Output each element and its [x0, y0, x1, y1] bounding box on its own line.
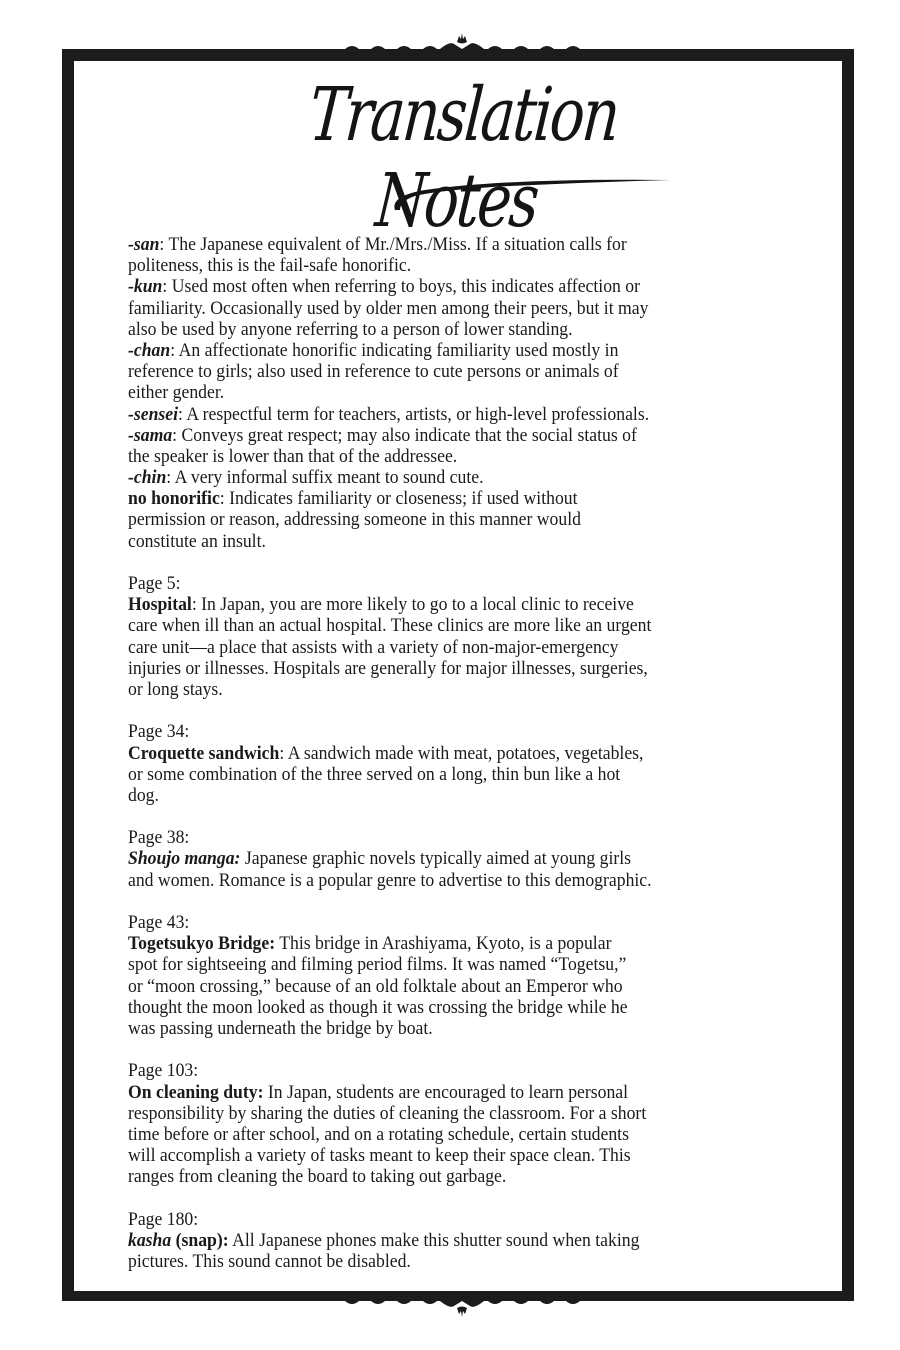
term: -chan	[128, 339, 171, 361]
term: -san	[128, 234, 160, 255]
term: kasha	[128, 1229, 172, 1251]
term: Togetsukyo Bridge:	[128, 933, 276, 955]
term: -chin	[128, 467, 167, 489]
note-entry: Page 38: Shoujo manga: Japanese graphic novels typically aimed at young girls and women. Romance is a popular genre to advertise to this demographic.	[128, 827, 828, 891]
term: -sama	[128, 424, 173, 446]
page-reference: Page 103:	[128, 1060, 199, 1082]
top-ornament-icon	[340, 32, 585, 54]
page-reference: Page 34:	[128, 721, 190, 743]
page-title: Translation Notes	[305, 72, 622, 244]
title-block	[210, 68, 710, 244]
honorific-entry: -kun: Used most often when referring to boys, this indicates affection or familiarity. Occasionally used by older men among their peers, but it may also be used by anyone referring to a person of lower standing.	[128, 276, 649, 340]
honorific-entry: -chan: An affectionate honorific indicating familiarity used mostly in reference to girls; also used in reference to cute persons or animals of either gender.	[128, 339, 619, 404]
notes-content	[128, 234, 828, 1272]
page-reference: Page 38:	[128, 827, 190, 849]
honorific-entry: -san: The Japanese equivalent of Mr./Mrs./Miss. If a situation calls for politeness, this is the fail-safe honorific.	[128, 234, 627, 277]
honorific-entry: no honorific: Indicates familiarity or closeness; if used without permission or reason, addressing someone in this manner would constitute an insult.	[128, 488, 581, 552]
term: Hospital	[128, 594, 192, 616]
honorific-entry: -sensei: A respectful term for teachers, artists, or high-level professionals.	[128, 403, 650, 425]
page-reference: Page 180:	[128, 1208, 199, 1230]
term: Shoujo manga:	[128, 848, 241, 870]
term: -sensei	[128, 403, 179, 425]
page-reference: Page 5:	[128, 573, 181, 594]
term: no honorific	[128, 488, 220, 510]
bottom-ornament-icon	[340, 1296, 585, 1318]
note-entry: Page 180: kasha (snap): All Japanese phones make this shutter sound when taking pictures. This sound cannot be disabled.	[128, 1209, 828, 1273]
note-entry: Page 5: Hospital: In Japan, you are more likely to go to a local clinic to receive care when ill than an actual hospital. These clinics are more like an urgent care unit—a place that assists with a variety of non-major-emergency injuries or illnesses. Hospitals are generally for major illnesses, surgeries, or long stays.	[128, 573, 828, 700]
note-entry: Page 103: On cleaning duty: In Japan, students are encouraged to learn personal responsibility by sharing the duties of cleaning the classroom. For a short time before or after school, and on a rotating schedule, certain students will accomplish a variety of tasks meant to keep their space clean. This ranges from cleaning the board to taking out garbage.	[128, 1060, 828, 1187]
note-entry: Page 43: Togetsukyo Bridge: This bridge in Arashiyama, Kyoto, is a popular spot for sightseeing and filming period films. It was named “Togetsu,” or “moon crossing,” because of an old folktale about an Emperor who thought the moon looked as though it was crossing the bridge while he was passing underneath the bridge by boat.	[128, 912, 828, 1039]
honorific-entry: -chin: A very informal suffix meant to sound cute.	[128, 467, 484, 489]
note-entry: Page 34: Croquette sandwich: A sandwich made with meat, potatoes, vegetables, or some combination of the three served on a long, thin bun like a hot dog.	[128, 721, 828, 806]
term: On cleaning duty:	[128, 1081, 264, 1103]
term-gloss: (snap):	[171, 1229, 229, 1251]
term: -kun	[128, 276, 163, 298]
honorific-entry: -sama: Conveys great respect; may also indicate that the social status of the speaker is lower than that of the addressee.	[128, 424, 637, 467]
term: Croquette sandwich	[128, 742, 280, 764]
page-reference: Page 43:	[128, 912, 190, 933]
